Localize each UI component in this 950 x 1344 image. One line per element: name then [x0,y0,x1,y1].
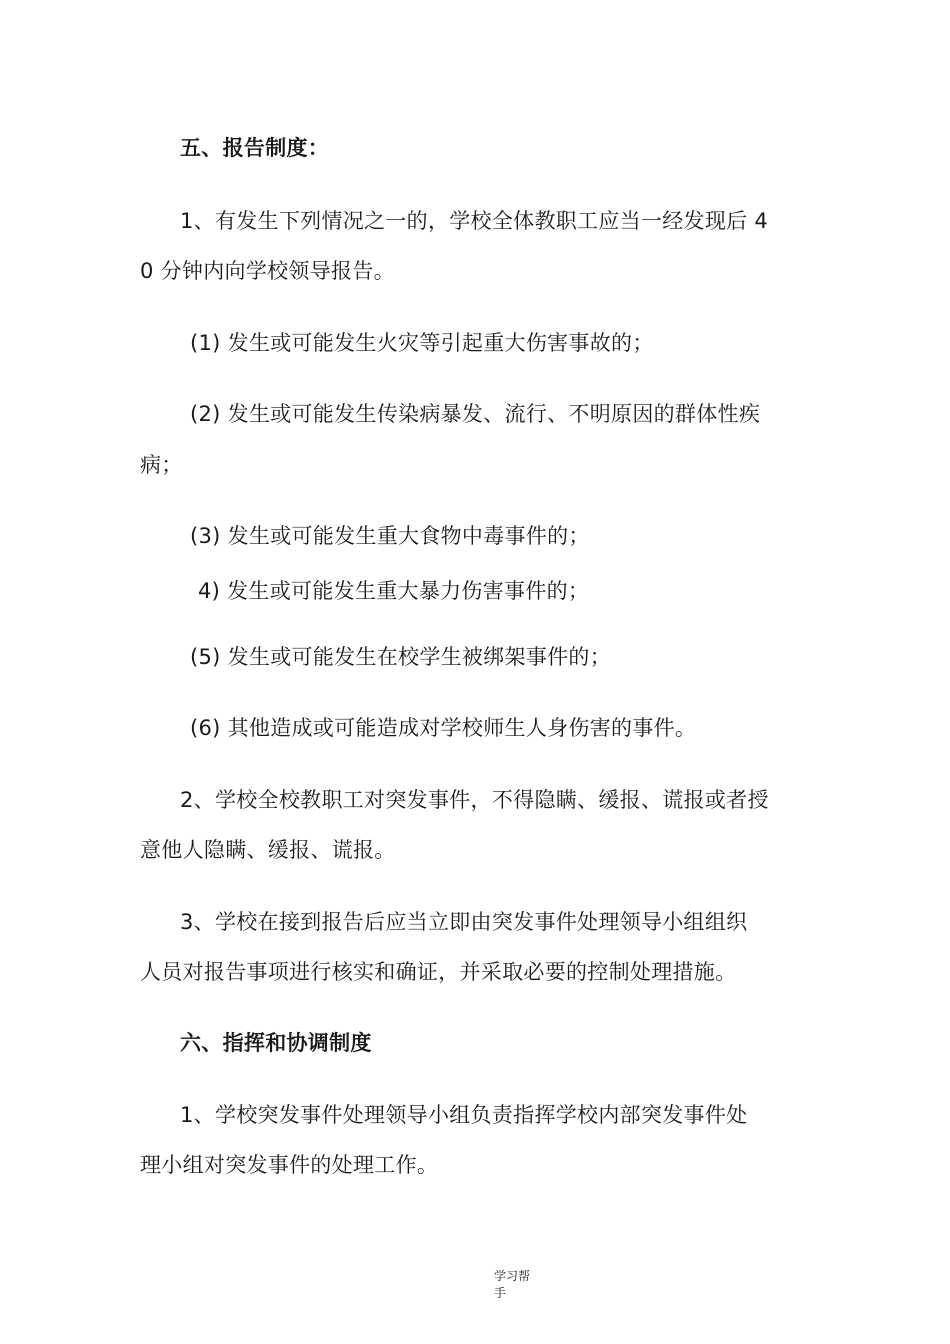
section-5-item-2-line-1: 2、学校全校教职工对突发事件，不得隐瞒、缓报、谎报或者授 [180,788,769,812]
section-5-item-1-line-1: 1、有发生下列情况之一的，学校全体教职工应当一经发现后 4 [180,209,769,233]
section-5-sub-item-5: (5) 发生或可能发生在校学生被绑架事件的； [190,645,612,669]
footer-text-line-1: 学习帮 [494,1269,531,1283]
section-5-item-2-line-2: 意他人隐瞒、缓报、谎报。 [140,838,396,862]
footer-text-line-2: 手 [494,1286,507,1300]
section-6-item-1-line-2: 理小组对突发事件的处理工作。 [140,1153,439,1177]
section-5-sub-item-2-line-1: (2) 发生或可能发生传染病暴发、流行、不明原因的群体性疾 [190,402,761,426]
section-5-heading: 五、报告制度： [180,136,330,160]
section-6-heading: 六、指挥和协调制度 [180,1031,372,1055]
section-5-sub-item-3: (3) 发生或可能发生重大食物中毒事件的； [190,524,590,548]
section-5-sub-item-1: (1) 发生或可能发生火灾等引起重大伤害事故的； [190,331,654,355]
section-6-item-1-line-1: 1、学校突发事件处理领导小组负责指挥学校内部突发事件处 [180,1103,748,1127]
section-5-sub-item-6: (6) 其他造成或可能造成对学校师生人身伤害的事件。 [190,716,697,740]
section-5-item-3-line-2: 人员对报告事项进行核实和确证，并采取必要的控制处理措施。 [140,960,737,984]
section-5-item-1-line-2: 0 分钟内向学校领导报告。 [140,259,395,283]
section-5-item-3-line-1: 3、学校在接到报告后应当立即由突发事件处理领导小组组织 [180,910,748,934]
section-5-sub-item-2-line-2: 病； [140,453,183,477]
section-5-sub-item-4: 4) 发生或可能发生重大暴力伤害事件的； [198,579,590,603]
